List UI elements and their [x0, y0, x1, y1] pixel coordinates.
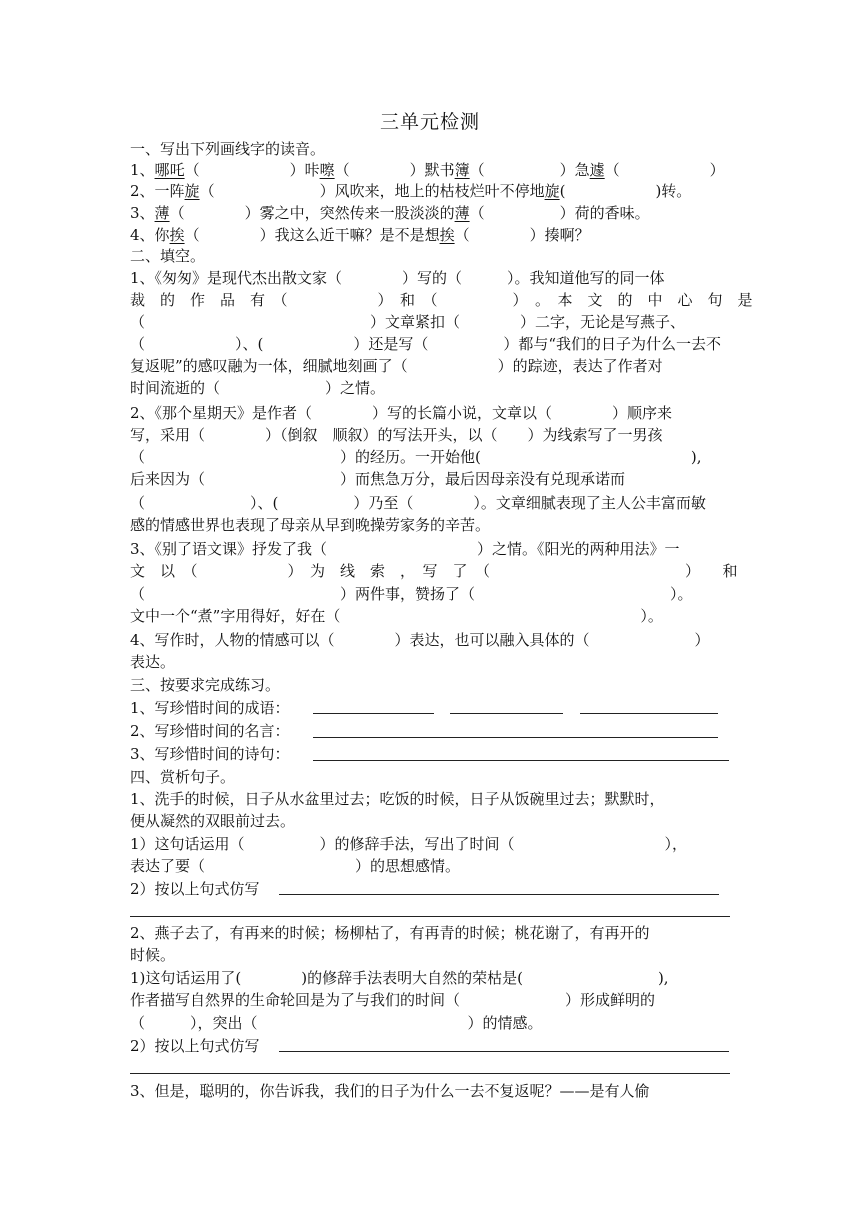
- section1-q3: 3、薄（ ）雾之中，突然传来一股淡淡的薄（ ）荷的香味。: [130, 204, 650, 222]
- section2-line: 感的情感世界也表现了母亲从早到晚操劳家务的辛苦。: [130, 516, 491, 534]
- section4-heading: 四、赏析句子。: [130, 768, 236, 786]
- section2-line: 4、写作时，人物的情感可以（ ）表达，也可以融入具体的（ ）: [130, 631, 710, 649]
- section2-line: （ ）文章紧扣（ ）二字，无论是写燕子、: [130, 313, 686, 331]
- answer-blank[interactable]: [313, 737, 718, 738]
- section4-line: 表达了要（ ）的思想感情。: [130, 857, 461, 875]
- section1-q2: 2、一阵旋（ ）风吹来，地上的枯枝烂叶不停地旋( )转。: [130, 182, 692, 200]
- section4-line: 1）这句话运用（ ）的修辞手法，写出了时间（ ），: [130, 835, 688, 853]
- answer-blank[interactable]: [313, 713, 434, 714]
- section2-line: 时间流逝的（ ）之情。: [130, 379, 386, 397]
- section2-line: 文中一个“煮”字用得好，好在（ ）。: [130, 607, 663, 625]
- section4-line: 1、洗手的时候，日子从水盆里过去；吃饭的时候，日子从饭碗里过去；默默时，: [130, 790, 665, 808]
- answer-blank[interactable]: [279, 1051, 729, 1052]
- section3-q2: 2、写珍惜时间的名言：: [130, 722, 290, 740]
- page-title: 三单元检测: [379, 111, 480, 133]
- section4-line: 时候。: [130, 946, 176, 964]
- section3-heading: 三、按要求完成练习。: [130, 676, 281, 694]
- section4-line: 2）按以上句式仿写: [130, 880, 260, 898]
- section2-line: 文 以 （ ） 为 线 索 ， 写 了 （ ） 和: [130, 562, 738, 580]
- section4-line: 2、燕子去了，有再来的时候；杨柳枯了，有再青的时候；桃花谢了，有再开的: [130, 924, 650, 942]
- section2-line: （ ）两件事，赞扬了（ ）。: [130, 585, 693, 603]
- section1-heading: 一、写出下列画线字的读音。: [130, 140, 326, 158]
- section1-q1: 1、哪吒（ ）咔嚓（ ）默书簿（ ）急遽（ ）: [130, 161, 725, 179]
- section2-line: 后来因为（ ）而焦急万分，最后因母亲没有兑现承诺而: [130, 470, 626, 488]
- answer-blank[interactable]: [580, 713, 718, 714]
- section4-line: 2）按以上句式仿写: [130, 1037, 260, 1055]
- section3-q3: 3、写珍惜时间的诗句：: [130, 745, 290, 763]
- section2-line: （ ）、( ）乃至（ ）。文章细腻表现了主人公丰富而敏: [130, 494, 706, 512]
- section3-q1: 1、写珍惜时间的成语：: [130, 699, 290, 717]
- section2-line: 1、《匆匆》是现代杰出散文家（ ）写的（ ）。我知道他写的同一体: [130, 269, 665, 287]
- answer-blank[interactable]: [130, 1073, 730, 1074]
- answer-blank[interactable]: [279, 894, 719, 895]
- answer-blank[interactable]: [130, 916, 730, 917]
- section2-line: 写，采用（ ）（倒叙 顺叙）的写法开头，以（ ）为线索写了一男孩: [130, 426, 663, 444]
- section2-line: （ ）、( ）还是写（ ）都与“我们的日子为什么一去不: [130, 335, 722, 353]
- section2-line: 3、《别了语文课》抒发了我（ ）之情。《阳光的两种用法》一: [130, 540, 680, 558]
- answer-blank[interactable]: [313, 760, 729, 761]
- section1-q4: 4、你挨（ ）我这么近干嘛？是不是想挨（ ）揍啊？: [130, 226, 590, 244]
- section2-line: （ ）的经历。一开始他( ),: [130, 448, 702, 466]
- section2-line: 2、《那个星期天》是作者（ ）写的长篇小说，文章以（ ）顺序来: [130, 404, 673, 422]
- section2-heading: 二、填空。: [130, 247, 206, 265]
- section4-line: 3、但是，聪明的，你告诉我，我们的日子为什么一去不复返呢？——是有人偷: [130, 1082, 650, 1100]
- section4-line: （ ），突出（ ）的情感。: [130, 1014, 543, 1032]
- section2-line: 表达。: [130, 653, 176, 671]
- section2-line: 裁 的 作 品 有 （ ） 和 （ ） 。 本 文 的 中 心 句 是: [130, 291, 753, 309]
- section4-line: 便从凝然的双眼前过去。: [130, 812, 296, 830]
- answer-blank[interactable]: [450, 713, 563, 714]
- section2-line: 复返呢”的感叹融为一体，细腻地刻画了（ ）的踪迹，表达了作者对: [130, 357, 663, 375]
- section4-line: 1)这句话运用了( )的修辞手法表明大自然的荣枯是( ),: [130, 969, 669, 987]
- section4-line: 作者描写自然界的生命轮回是为了与我们的时间（ ）形成鲜明的: [130, 991, 656, 1009]
